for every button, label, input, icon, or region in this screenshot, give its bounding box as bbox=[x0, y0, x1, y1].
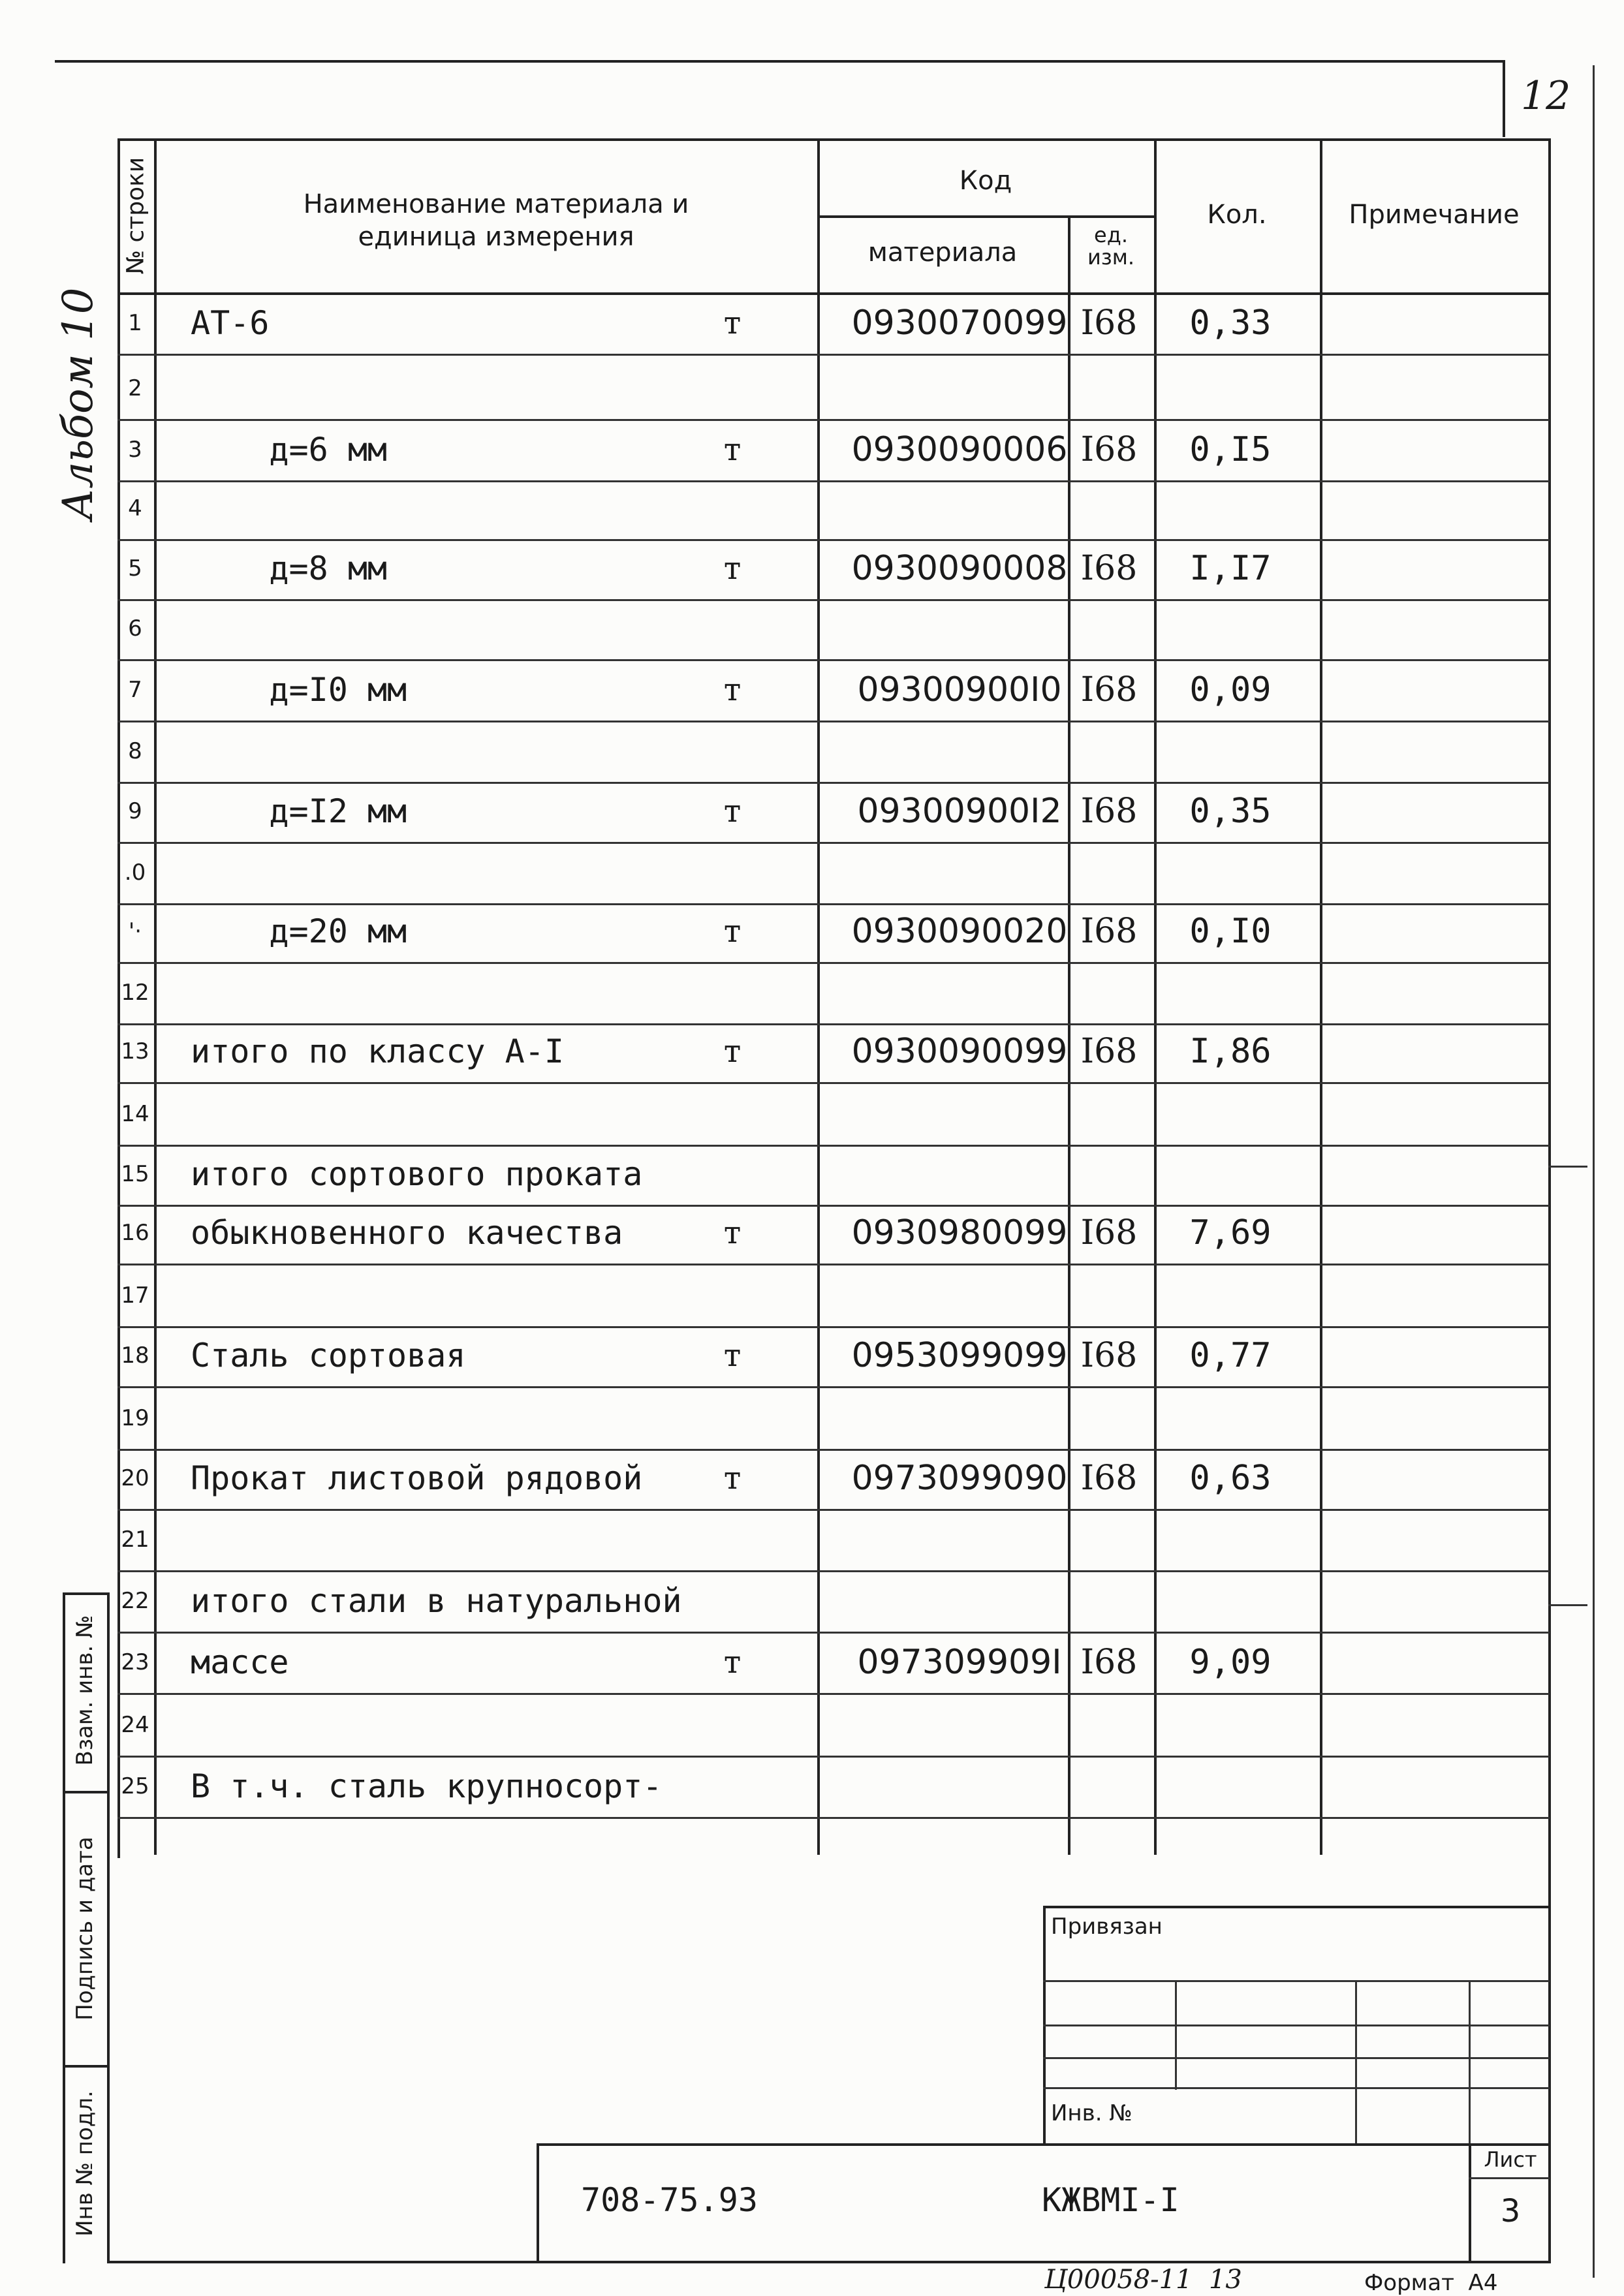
table-row bbox=[117, 1448, 1548, 1509]
material-name: массе bbox=[191, 1643, 289, 1681]
quantity bbox=[1149, 721, 1312, 782]
table-row bbox=[117, 598, 1548, 659]
unit bbox=[700, 1570, 765, 1632]
quantity bbox=[1149, 962, 1312, 1023]
header-unit-line2: изм. bbox=[1087, 244, 1135, 270]
table-row bbox=[117, 1265, 1548, 1326]
material-code bbox=[829, 962, 1090, 1023]
unit: т bbox=[723, 550, 742, 587]
format-label: Формат А4 bbox=[1364, 2270, 1498, 2296]
table-row bbox=[117, 1509, 1548, 1570]
table-row bbox=[117, 1325, 1548, 1386]
table-row bbox=[117, 781, 1548, 842]
measure-code: I68 bbox=[1080, 670, 1138, 709]
row-number: 4 bbox=[128, 495, 142, 521]
row-number: 7 bbox=[128, 677, 142, 703]
material-name: Прокат листовой рядовой bbox=[191, 1459, 643, 1497]
unit bbox=[700, 598, 765, 659]
header-code: Код bbox=[959, 166, 1012, 196]
header-top bbox=[117, 138, 1550, 141]
row-number: 22 bbox=[121, 1588, 149, 1614]
header-qty: Кол. bbox=[1207, 200, 1267, 230]
material-code: 09300900I2 bbox=[857, 792, 1062, 831]
measure-code: I68 bbox=[1080, 912, 1138, 951]
page-number: 12 bbox=[1521, 73, 1571, 119]
table-row bbox=[117, 842, 1548, 903]
privyazan-top bbox=[1043, 1906, 1550, 1908]
material-code: 0973099090 bbox=[851, 1459, 1068, 1498]
material-code bbox=[829, 1388, 1090, 1449]
row-number: 19 bbox=[121, 1405, 149, 1431]
measure-code bbox=[1067, 721, 1151, 782]
top-rule bbox=[55, 60, 1504, 63]
material-name bbox=[191, 1694, 778, 1756]
unit: т bbox=[723, 1215, 742, 1251]
unit bbox=[700, 1694, 765, 1756]
quantity bbox=[1149, 598, 1312, 659]
unit bbox=[700, 478, 765, 539]
header-name-line1: Наименование материала и bbox=[303, 189, 689, 219]
material-name bbox=[191, 1388, 778, 1449]
material-code: 097309909I bbox=[857, 1643, 1062, 1682]
privyazan-col-2 bbox=[1355, 1980, 1357, 2145]
row-number: 24 bbox=[121, 1712, 149, 1738]
quantity bbox=[1149, 1143, 1312, 1205]
handwritten-code: Ц00058-11 13 bbox=[1044, 2265, 1242, 2295]
doc-code: КЖВМI-I bbox=[1042, 2181, 1179, 2219]
quantity bbox=[1149, 1509, 1312, 1570]
quantity: 0,63 bbox=[1189, 1459, 1272, 1498]
measure-code bbox=[1067, 478, 1151, 539]
code-divider bbox=[817, 215, 1154, 218]
material-code bbox=[829, 478, 1090, 539]
row-number: 23 bbox=[121, 1649, 149, 1675]
material-name: обыкновенного качества bbox=[191, 1214, 623, 1252]
extended-rule-1 bbox=[1548, 1166, 1587, 1168]
table-row bbox=[117, 478, 1548, 539]
table-row bbox=[117, 1570, 1548, 1632]
quantity bbox=[1149, 1083, 1312, 1145]
row-number: 3 bbox=[128, 437, 142, 463]
row-number: 25 bbox=[121, 1773, 149, 1799]
table-row bbox=[117, 721, 1548, 782]
row-number: 1 bbox=[128, 310, 142, 336]
material-code bbox=[829, 1143, 1090, 1205]
material-name: д=6 мм bbox=[191, 431, 388, 469]
material-name bbox=[191, 478, 778, 539]
material-name: д=I2 мм bbox=[191, 792, 407, 830]
measure-code: I68 bbox=[1080, 1213, 1138, 1252]
material-code: 0953099099 bbox=[851, 1336, 1068, 1375]
stamp-div-1 bbox=[63, 1791, 108, 1793]
material-name: итого по классу А-I bbox=[191, 1032, 564, 1070]
material-name: АТ-6 bbox=[191, 304, 270, 342]
quantity bbox=[1149, 358, 1312, 419]
sheet-number: 3 bbox=[1500, 2193, 1521, 2229]
title-left bbox=[537, 2143, 539, 2262]
table-row bbox=[117, 962, 1548, 1023]
privyazan-line-3 bbox=[1043, 2057, 1550, 2059]
measure-code bbox=[1067, 1265, 1151, 1326]
stamp-outer-left bbox=[63, 1592, 65, 2263]
doc-number: 708-75.93 bbox=[581, 2181, 758, 2219]
quantity: 0,33 bbox=[1189, 303, 1272, 343]
material-name bbox=[191, 1265, 778, 1326]
measure-code bbox=[1067, 1509, 1151, 1570]
material-code bbox=[829, 598, 1090, 659]
title-top bbox=[537, 2143, 1550, 2146]
table-row bbox=[117, 358, 1548, 419]
quantity bbox=[1149, 1388, 1312, 1449]
quantity bbox=[1149, 1570, 1312, 1632]
privyazan-line-4 bbox=[1043, 2087, 1550, 2089]
measure-code bbox=[1067, 1570, 1151, 1632]
table-row bbox=[117, 1694, 1548, 1756]
unit bbox=[700, 1388, 765, 1449]
table-row bbox=[117, 1202, 1548, 1264]
stamp-top bbox=[63, 1592, 108, 1595]
table-row bbox=[117, 1388, 1548, 1449]
row-number: 14 bbox=[121, 1101, 149, 1127]
row-number: 15 bbox=[121, 1161, 149, 1187]
unit bbox=[700, 358, 765, 419]
row-separator bbox=[117, 1817, 1550, 1819]
material-code: 0930090008 bbox=[851, 549, 1068, 588]
quantity: 0,09 bbox=[1189, 670, 1272, 709]
header-name-line2: единица измерения bbox=[358, 222, 634, 252]
unit: т bbox=[723, 913, 742, 950]
table-row bbox=[117, 1632, 1548, 1693]
table-row bbox=[117, 901, 1548, 962]
unit: т bbox=[723, 305, 742, 341]
measure-code bbox=[1067, 962, 1151, 1023]
measure-code: I68 bbox=[1080, 430, 1138, 469]
table-row bbox=[117, 1143, 1548, 1205]
row-number: .0 bbox=[124, 860, 146, 886]
privyazan-col-3 bbox=[1469, 1980, 1471, 2145]
header-unit-line1: ед. bbox=[1094, 223, 1128, 247]
right-edge-mark bbox=[1593, 65, 1595, 2278]
row-separator bbox=[117, 354, 1550, 356]
measure-code bbox=[1067, 598, 1151, 659]
unit: т bbox=[723, 431, 742, 468]
material-name bbox=[191, 962, 778, 1023]
quantity: 0,I0 bbox=[1189, 912, 1272, 951]
measure-code: I68 bbox=[1080, 1459, 1138, 1498]
material-name: д=8 мм bbox=[191, 550, 388, 587]
privyazan-line-2 bbox=[1043, 2025, 1550, 2026]
row-number: 9 bbox=[128, 798, 142, 824]
material-code bbox=[829, 1756, 1090, 1817]
measure-code: I68 bbox=[1080, 1643, 1138, 1682]
material-name: В т.ч. сталь крупносорт- bbox=[191, 1767, 663, 1805]
material-code: 0930090020 bbox=[851, 912, 1068, 951]
measure-code bbox=[1067, 1756, 1151, 1817]
privyazan-col-1 bbox=[1175, 1980, 1177, 2090]
inv-no-label: Инв. № bbox=[1051, 2100, 1132, 2126]
measure-code bbox=[1067, 358, 1151, 419]
quantity: 9,09 bbox=[1189, 1643, 1272, 1682]
quantity: I,86 bbox=[1189, 1032, 1272, 1071]
title-sheet-div bbox=[1469, 2177, 1550, 2179]
table-row bbox=[117, 419, 1548, 480]
material-name bbox=[191, 598, 778, 659]
unit bbox=[700, 842, 765, 903]
row-number: 17 bbox=[121, 1282, 149, 1309]
material-code bbox=[829, 721, 1090, 782]
material-name bbox=[191, 721, 778, 782]
unit bbox=[700, 1143, 765, 1205]
row-number: 13 bbox=[121, 1038, 149, 1064]
table-row bbox=[117, 292, 1548, 354]
material-name: итого стали в натуральной bbox=[191, 1582, 682, 1620]
material-name bbox=[191, 1083, 778, 1145]
header-material: материала bbox=[867, 238, 1018, 268]
quantity: 0,I5 bbox=[1189, 430, 1272, 469]
material-code bbox=[829, 1570, 1090, 1632]
measure-code: I68 bbox=[1080, 303, 1138, 343]
material-name: д=20 мм bbox=[191, 912, 407, 950]
row-number: 8 bbox=[128, 738, 142, 764]
measure-code: I68 bbox=[1080, 549, 1138, 588]
material-code bbox=[829, 1265, 1090, 1326]
unit bbox=[700, 1756, 765, 1817]
header-name bbox=[215, 188, 777, 253]
row-number: 18 bbox=[121, 1342, 149, 1369]
stamp-podpis: Подпись и дата bbox=[72, 1837, 98, 2021]
quantity: 0,35 bbox=[1189, 792, 1272, 831]
material-name bbox=[191, 1509, 778, 1570]
page-number-divider bbox=[1503, 60, 1505, 137]
row-number: 20 bbox=[121, 1465, 149, 1491]
row-number: 16 bbox=[121, 1220, 149, 1246]
quantity bbox=[1149, 1756, 1312, 1817]
header-row-no: № строки bbox=[122, 157, 149, 275]
material-name: д=I0 мм bbox=[191, 671, 407, 709]
privyazan-label: Привязан bbox=[1051, 1914, 1163, 1940]
unit bbox=[700, 1265, 765, 1326]
quantity bbox=[1149, 1694, 1312, 1756]
row-number: '· bbox=[128, 918, 142, 944]
quantity bbox=[1149, 1265, 1312, 1326]
measure-code bbox=[1067, 1694, 1151, 1756]
unit bbox=[700, 962, 765, 1023]
unit: т bbox=[723, 672, 742, 708]
album-label: Альбом 10 bbox=[54, 287, 102, 520]
row-number: 6 bbox=[128, 615, 142, 642]
sheet-label: Лист bbox=[1484, 2147, 1537, 2172]
material-name: Сталь сортовая bbox=[191, 1337, 466, 1374]
measure-code: I68 bbox=[1080, 1032, 1138, 1071]
material-code: 0930980099 bbox=[851, 1213, 1068, 1252]
title-sheet-left bbox=[1469, 2143, 1471, 2262]
stamp-vzam: Взам. инв. № bbox=[72, 1615, 98, 1766]
row-number: 5 bbox=[128, 555, 142, 582]
table-row bbox=[117, 1083, 1548, 1145]
unit bbox=[700, 1509, 765, 1570]
material-code: 09300900I0 bbox=[857, 670, 1062, 709]
table-row bbox=[117, 1756, 1548, 1817]
unit: т bbox=[723, 1033, 742, 1070]
material-code bbox=[829, 1694, 1090, 1756]
material-name bbox=[191, 358, 778, 419]
unit bbox=[700, 721, 765, 782]
measure-code bbox=[1067, 1083, 1151, 1145]
quantity bbox=[1149, 478, 1312, 539]
material-code: 0930090099 bbox=[851, 1032, 1068, 1071]
material-code: 0930070099 bbox=[851, 303, 1068, 343]
extended-rule-2 bbox=[1548, 1604, 1587, 1606]
header-note: Примечание bbox=[1349, 200, 1520, 230]
unit: т bbox=[723, 1644, 742, 1681]
page-bottom-rule bbox=[107, 2261, 1551, 2263]
material-code bbox=[829, 358, 1090, 419]
row-number: 21 bbox=[121, 1527, 149, 1553]
material-code bbox=[829, 1509, 1090, 1570]
measure-code bbox=[1067, 1143, 1151, 1205]
table-row bbox=[117, 538, 1548, 599]
material-code bbox=[829, 842, 1090, 903]
table-row bbox=[117, 1021, 1548, 1082]
quantity: 0,77 bbox=[1189, 1336, 1272, 1375]
material-name: итого сортового проката bbox=[191, 1155, 643, 1193]
measure-code bbox=[1067, 842, 1151, 903]
quantity: 7,69 bbox=[1189, 1213, 1272, 1252]
material-name bbox=[191, 842, 778, 903]
unit bbox=[700, 1083, 765, 1145]
measure-code bbox=[1067, 1388, 1151, 1449]
frame-right bbox=[1548, 138, 1551, 1858]
stamp-inner bbox=[107, 1592, 110, 2263]
unit: т bbox=[723, 1460, 742, 1497]
material-code: 0930090006 bbox=[851, 430, 1068, 469]
table-row bbox=[117, 659, 1548, 721]
header-unit bbox=[1068, 225, 1154, 268]
material-code bbox=[829, 1083, 1090, 1145]
quantity: I,I7 bbox=[1189, 549, 1272, 588]
row-number: 12 bbox=[121, 980, 149, 1006]
row-number: 2 bbox=[128, 375, 142, 401]
quantity bbox=[1149, 842, 1312, 903]
measure-code: I68 bbox=[1080, 1336, 1138, 1375]
unit: т bbox=[723, 1337, 742, 1374]
stamp-inv-podl: Инв № подл. bbox=[72, 2090, 98, 2237]
privyazan-line-1 bbox=[1043, 1980, 1550, 1982]
unit: т bbox=[723, 793, 742, 830]
measure-code: I68 bbox=[1080, 792, 1138, 831]
